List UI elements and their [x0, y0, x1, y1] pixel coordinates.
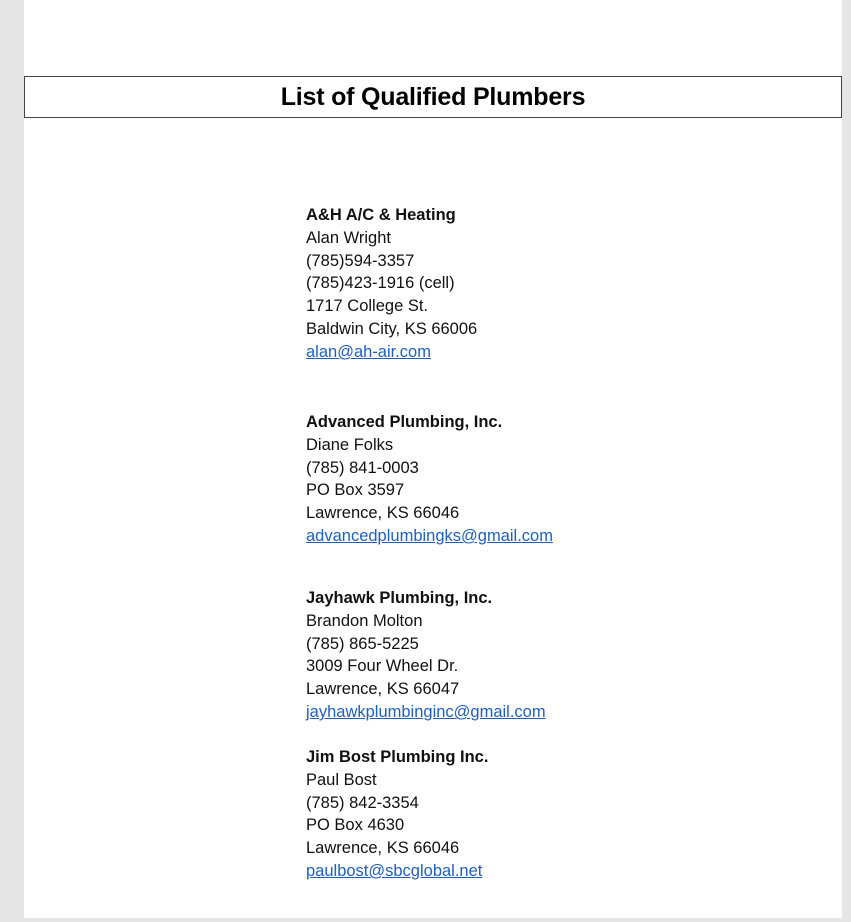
city-state-zip: Lawrence, KS 66047	[306, 680, 460, 699]
email-link[interactable]: alan@ah-air.com	[306, 342, 431, 361]
city-state-zip: Lawrence, KS 66046	[306, 504, 460, 523]
company-name: A&H A/C & Heating	[306, 206, 456, 224]
company-name: Advanced Plumbing, Inc.	[306, 413, 503, 431]
plumber-entry	[306, 587, 546, 724]
city-state-zip: Baldwin City, KS 66006	[306, 319, 478, 338]
email-link[interactable]: paulbost@sbcglobal.net	[306, 861, 483, 880]
plumber-entry	[306, 746, 488, 883]
contact-name: Brandon Molton	[306, 611, 423, 630]
contact-name: Paul Bost	[306, 770, 377, 789]
city-state-zip: Lawrence, KS 66046	[306, 839, 460, 858]
plumber-entry	[306, 411, 553, 548]
contact-name: Alan Wright	[306, 228, 391, 247]
title-box	[24, 76, 842, 118]
street-address: 3009 Four Wheel Dr.	[306, 657, 459, 676]
email-link[interactable]: advancedplumbingks@gmail.com	[306, 526, 553, 545]
document-page	[24, 0, 842, 918]
plumber-entry	[306, 204, 477, 364]
street-address: PO Box 4630	[306, 816, 405, 835]
company-name: Jim Bost Plumbing Inc.	[306, 748, 489, 766]
phone-number: (785) 842-3354	[306, 793, 419, 812]
phone-number: (785) 841-0003	[306, 458, 419, 477]
contact-name: Diane Folks	[306, 435, 394, 454]
email-link[interactable]: jayhawkplumbinginc@gmail.com	[306, 702, 546, 721]
company-name: Jayhawk Plumbing, Inc.	[306, 589, 493, 607]
street-address: 1717 College St.	[306, 297, 429, 316]
phone-number: (785) 865-5225	[306, 634, 419, 653]
page-title: List of Qualified Plumbers	[280, 82, 586, 111]
street-address: PO Box 3597	[306, 481, 405, 500]
cell-phone-number: (785)423-1916 (cell)	[306, 274, 455, 293]
phone-number: (785)594-3357	[306, 251, 415, 270]
